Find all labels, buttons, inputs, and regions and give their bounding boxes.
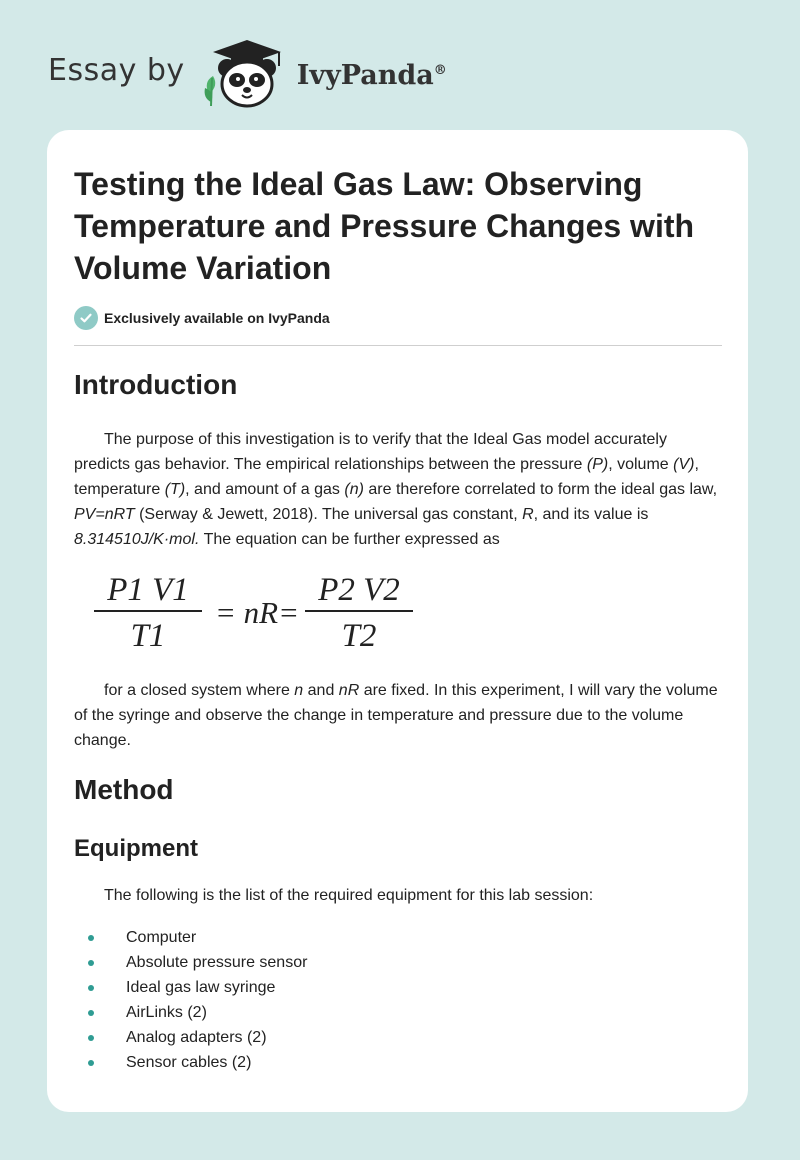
introduction-paragraph-2: for a closed system where n and nR are fixed. In this experiment, I will vary the volume of the syringe and observe the change in temperature and pressure due to the volume change. bbox=[74, 682, 718, 749]
exclusive-badge bbox=[74, 306, 330, 330]
introduction-paragraph: The purpose of this investigation is to verify that the Ideal Gas model accurately predicts gas behavior. The empirical relationships between the pressure (P), volume (V), temperature (T), and amount of a gas (n) are therefore correlated to form the ideal gas law, PV=nRT (Serway & Jewett, 2018). The universal gas constant, R, and its value is 8.314510J/K·mol. The equation can be further expressed as bbox=[74, 431, 718, 548]
brand-name[interactable]: IvyPanda® bbox=[296, 59, 447, 91]
list-item: Absolute pressure sensor bbox=[74, 950, 307, 975]
exclusive-label: Exclusively available on IvyPanda bbox=[104, 310, 330, 326]
formula-left-denominator: T1 bbox=[130, 618, 166, 654]
list-item: AirLinks (2) bbox=[74, 1000, 307, 1025]
formula-middle: = nR= bbox=[214, 595, 300, 630]
equipment-heading: Equipment bbox=[74, 835, 198, 862]
bullet-icon bbox=[88, 960, 94, 966]
bullet-icon bbox=[88, 1010, 94, 1016]
list-item: Analog adapters (2) bbox=[74, 1025, 307, 1050]
formula-right-denominator: T2 bbox=[341, 618, 377, 654]
formula-right-numerator: P2 V2 bbox=[318, 572, 400, 608]
equipment-intro: The following is the list of the required equipment for this lab session: bbox=[104, 887, 594, 904]
method-heading: Method bbox=[74, 774, 174, 805]
list-item: Computer bbox=[74, 925, 307, 950]
ideal-gas-formula bbox=[92, 568, 422, 654]
bullet-icon bbox=[88, 1035, 94, 1041]
list-item: Ideal gas law syringe bbox=[74, 975, 307, 1000]
bullet-icon bbox=[88, 1060, 94, 1066]
bullet-icon bbox=[88, 985, 94, 991]
brand-prefix: Essay by bbox=[48, 52, 185, 88]
brand-header bbox=[48, 38, 447, 110]
bullet-icon bbox=[88, 935, 94, 941]
list-item: Sensor cables (2) bbox=[74, 1050, 307, 1075]
check-circle-icon bbox=[74, 306, 98, 330]
introduction-heading: Introduction bbox=[74, 369, 238, 400]
formula-left-numerator: P1 V1 bbox=[107, 572, 189, 608]
divider bbox=[74, 345, 722, 346]
equipment-list bbox=[74, 925, 307, 1075]
article-title: Testing the Ideal Gas Law: Observing Temperature and Pressure Changes with Volume Variation bbox=[74, 166, 695, 286]
panda-logo-icon[interactable] bbox=[199, 38, 291, 110]
article-card bbox=[47, 130, 748, 1112]
